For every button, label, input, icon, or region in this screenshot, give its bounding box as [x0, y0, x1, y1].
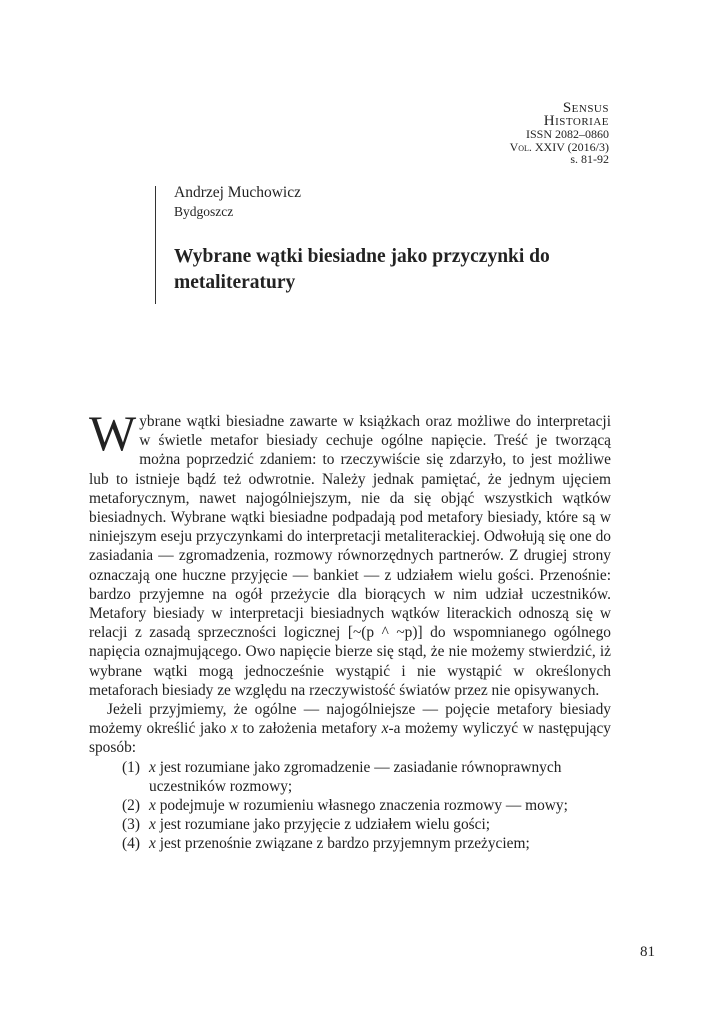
author-city: Bydgoszcz: [174, 204, 234, 219]
paragraph-2-text-a: Jeżeli przyjmiemy, że ogólne — najogólniejsze — pojęcie metafory biesiady możemy określić jako: [89, 701, 611, 738]
paragraph-1-text: ybrane wątki biesiadne zawarte w książkach oraz możliwe do interpretacji w świetle metafor biesiady cechuje ogólne napięcie. Treść je tworzącą można poprzedzić zdaniem: to rzeczywiście się zdarzyło, to jest możliwe lub to istnieje bądź też odwrotnie. Należy jednak pamiętać, że jednym ujęciem metaforycznym, nawet najogólniejszym, nie da się objąć wszystkich wątków biesiadnych. Wybrane wątki biesiadne podpadają pod metafory biesiady, które są w niniejszym eseju przyczynkami do interpretacji metaliterackiej. Odwołują się one do zasiadania — zgromadzenia, rozmowy równorzędnych partnerów. Z drugiej strony oznaczają one huczne przyjęcie — bankiet — z udziałem wielu gości. Przenośnie: bardzo przyjemne na ogół przeżycie dla biorących w nim udział uczestników. Metafory biesiady w interpretacji biesiadnych wątków literackich odnoszą się w relacji z zasadą sprzeczności logicznej [~(p ^ ~p)] do wspomnianego ogólnego napięcia oznajmującego. Owo napięcie bierze się stąd, że nie możemy stwierdzić, iż wybrane wątki mogą jednocześnie wystąpić i nie wystąpić w określonych metaforach biesiady ze względu na rzeczywistość światów przez nie opisywanych.: [89, 413, 611, 699]
journal-name-line1: Sensus: [562, 100, 609, 116]
journal-name-line2: Historiae: [543, 113, 609, 129]
list-item: [122, 758, 611, 796]
author-name: Andrzej Muchowicz: [174, 184, 301, 201]
variable-x: x: [381, 720, 389, 738]
article-title: Wybrane wątki biesiadne jako przyczynki do metaliteratury: [174, 246, 550, 293]
page-number: 81: [640, 944, 655, 960]
list-text: jest rozumiane jako zgromadzenie — zasiadanie równoprawnych uczestników rozmowy;: [149, 758, 562, 795]
journal-pages: s. 81-92: [570, 152, 609, 166]
variable-x: x: [149, 758, 156, 776]
journal-issn: ISSN 2082–0860: [525, 127, 609, 141]
drop-cap: W: [89, 405, 137, 461]
assumption-list: [89, 758, 611, 854]
list-item: [122, 796, 611, 815]
paragraph-2-text-c: -a możemy wyliczyć w następujący sposób:: [89, 720, 611, 757]
title-rule: [155, 186, 156, 304]
list-item: [122, 834, 611, 853]
list-text: podejmuje w rozumieniu własnego znaczenia rozmowy — mowy;: [155, 797, 568, 815]
list-text: jest rozumiane jako przyjęcie z udziałem wielu gości;: [155, 816, 491, 834]
variable-x: x: [230, 720, 238, 738]
article-body: [89, 405, 611, 854]
journal-header: [409, 102, 609, 166]
variable-x: x: [149, 816, 156, 834]
journal-volume: Vol. XXIV (2016/3): [509, 139, 609, 154]
list-item: [122, 815, 611, 834]
paragraph-1: [89, 405, 611, 700]
list-number: (4): [122, 835, 140, 853]
list-number: (2): [122, 797, 140, 815]
paragraph-2: [89, 700, 611, 758]
paragraph-2-text-b: to założenia metafory: [237, 720, 382, 738]
variable-x: x: [149, 835, 156, 853]
variable-x: x: [149, 797, 156, 815]
list-text: jest przenośnie związane z bardzo przyjemnym przeżyciem;: [155, 835, 530, 853]
list-number: (1): [122, 758, 140, 776]
list-number: (3): [122, 816, 140, 834]
